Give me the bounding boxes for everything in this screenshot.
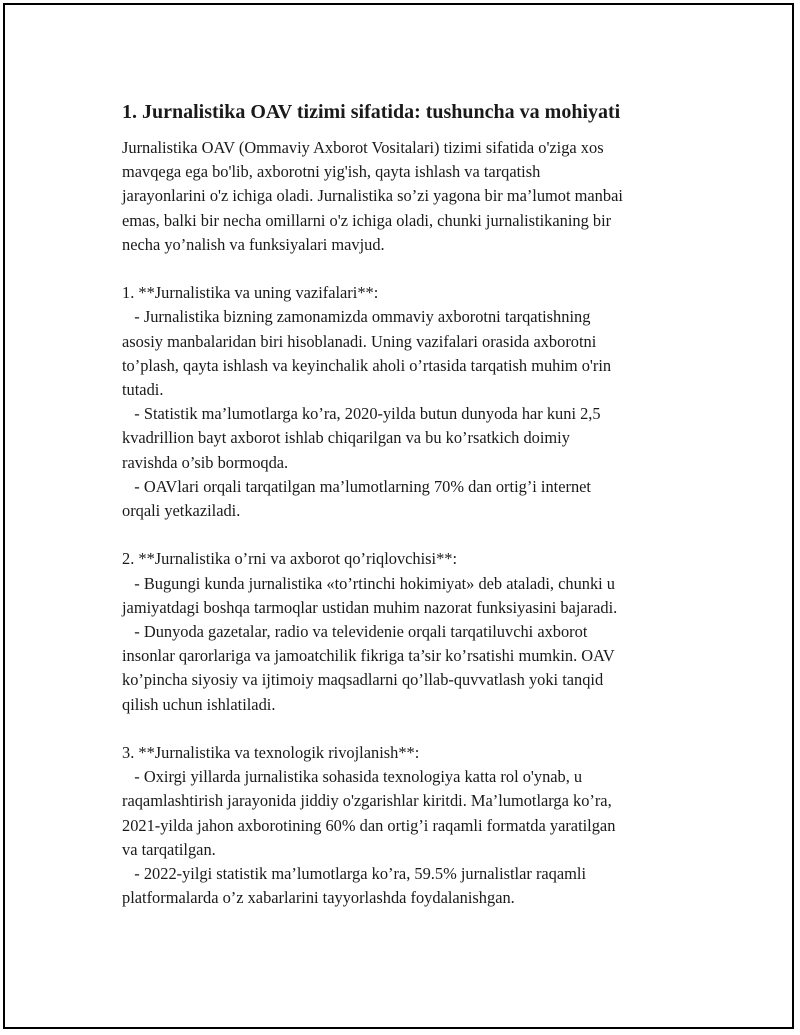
text-line: to’plash, qayta ishlash va keyinchalik aholi o’rtasida tarqatish muhim o'rin [122, 355, 612, 375]
text-line: - OAVlari orqali tarqatilgan ma’lumotlarning 70% dan ortig’i internet [122, 476, 591, 496]
text-line: - Bugungi kunda jurnalistika «to’rtinchi hokimiyat» deb ataladi, chunki u [122, 573, 615, 593]
blank-line [122, 717, 702, 741]
text-line: emas, balki bir necha omillarni o'z ichiga oladi, chunki jurnalistikaning bir [122, 210, 612, 230]
text-line: orqali yetkaziladi. [122, 501, 241, 521]
text-line: asosiy manbalaridan biri hisoblanadi. Uning vazifalari orasida axborotni [122, 331, 597, 351]
text-line: - Statistik ma’lumotlarga ko’ra, 2020-yilda butun dunyoda har kuni 2,5 [122, 404, 601, 424]
text-line: - 2022-yilgi statistik ma’lumotlarga ko’ra, 59.5% jurnalistlar raqamli [122, 864, 586, 884]
text-line: Jurnalistika OAV (Ommaviy Axborot Vositalari) tizimi sifatida o'ziga xos [122, 138, 604, 157]
text-line: 2021-yilda jahon axborotining 60% dan ortig’i raqamli formatda yaratilgan [122, 815, 616, 835]
text-line: 2. **Jurnalistika o’rni va axborot qo’riqlovchisi**: [122, 549, 458, 569]
text-line: mavqega ega bo'lib, axborotni yig'ish, qayta ishlash va tarqatish [122, 162, 541, 182]
section-heading: 1. Jurnalistika OAV tizimi sifatida: tushuncha va mohiyati [122, 101, 621, 123]
text-line: jarayonlarini o'z ichiga oladi. Jurnalistika so’zi yagona bir ma’lumot manbai [122, 186, 623, 206]
text-line: - Jurnalistika bizning zamonamizda ommaviy axborotni tarqatishning [122, 307, 591, 327]
text-line: jamiyatdagi boshqa tarmoqlar ustidan muhim nazorat funksiyasini bajaradi. [122, 597, 618, 617]
text-line: - Oxirgi yillarda jurnalistika sohasida texnologiya katta rol o'ynab, u [122, 767, 583, 787]
text-line: insonlar qarorlariga va jamoatchilik fikriga ta’sir ko’rsatishi mumkin. OAV [122, 646, 615, 666]
body-text [122, 136, 702, 911]
text-line: 1. **Jurnalistika va uning vazifalari**: [122, 283, 379, 303]
blank-line [122, 523, 702, 547]
document-content [122, 99, 702, 911]
text-line: ko’pincha siyosiy va ijtimoiy maqsadlarni qo’llab-quvvatlash yoki tanqid [122, 670, 604, 690]
text-line: ravishda o’sib bormoqda. [122, 452, 289, 472]
document-page [3, 3, 794, 1029]
text-line: necha yo’nalish va funksiyalari mavjud. [122, 234, 385, 254]
text-line: va tarqatilgan. [122, 839, 216, 859]
text-line: platformalarda o’z xabarlarini tayyorlashda foydalanishgan. [122, 888, 515, 908]
text-line: - Dunyoda gazetalar, radio va televidenie orqali tarqatiluvchi axborot [122, 622, 588, 642]
text-line: 3. **Jurnalistika va texnologik rivojlanish**: [122, 743, 420, 763]
text-line: raqamlashtirish jarayonida jiddiy o'zgarishlar kiritdi. Ma’lumotlarga ko’ra, [122, 791, 612, 811]
text-line: qilish uchun ishlatiladi. [122, 694, 276, 714]
blank-line [122, 257, 702, 281]
text-line: tutadi. [122, 380, 164, 400]
text-line: kvadrillion bayt axborot ishlab chiqarilgan va bu ko’rsatkich doimiy [122, 428, 570, 448]
